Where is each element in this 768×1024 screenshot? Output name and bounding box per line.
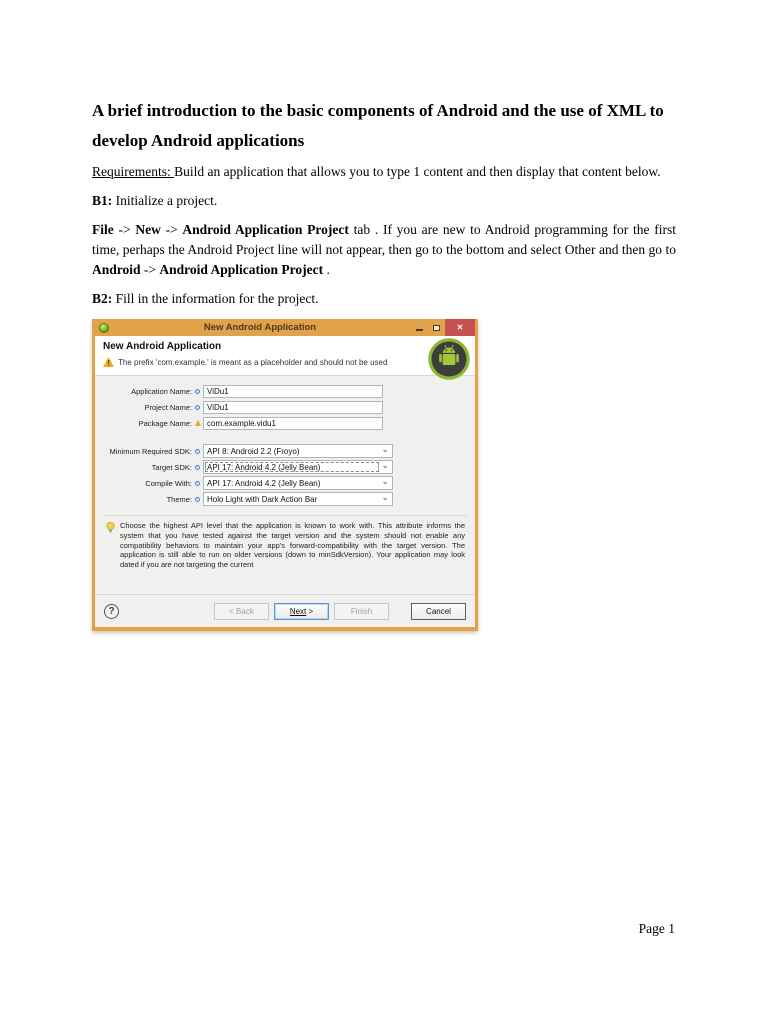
new-android-application-dialog	[92, 319, 478, 631]
close-button[interactable]	[445, 319, 475, 336]
requirements-label: Requirements:	[92, 164, 175, 179]
info-decorator-icon	[194, 465, 201, 470]
project-name-label: Project Name:	[144, 402, 192, 412]
theme-label: Theme:	[166, 494, 192, 504]
document-content	[92, 96, 676, 631]
application-name-input[interactable]	[203, 385, 383, 398]
compile-with-row	[95, 476, 475, 490]
wizard-form	[95, 376, 475, 506]
page-title: A brief introduction to the basic components of Android and the use of XML to develop Android applications	[92, 101, 664, 150]
page-number: Page 1	[638, 921, 675, 936]
help-button[interactable]: ?	[104, 604, 119, 619]
target-sdk-dropdown[interactable]	[203, 460, 393, 474]
cancel-button[interactable]: Cancel	[411, 603, 466, 620]
step-b2-text: Fill in the information for the project.	[112, 291, 319, 306]
step-b1-label: B1:	[92, 193, 113, 208]
chevron-down-icon: ⌄	[381, 460, 389, 470]
target-sdk-row	[95, 460, 475, 474]
dialog-window-title: New Android Application	[203, 322, 317, 333]
minimum-sdk-value: API 8: Android 2.2 (Froyo)	[207, 446, 300, 456]
chevron-down-icon: ⌄	[381, 444, 389, 454]
info-decorator-icon	[194, 449, 201, 454]
project-name-row	[95, 400, 475, 414]
step-b2-paragraph	[92, 289, 676, 309]
wizard-buttons	[214, 603, 466, 620]
info-decorator-icon	[194, 497, 201, 502]
warning-text: The prefix 'com.example.' is meant as a placeholder and should not be used	[118, 357, 388, 367]
menu-path-android-app-project-2: Android Application Project	[159, 262, 324, 277]
close-icon: ✕	[456, 322, 464, 332]
dialog-button-bar	[95, 594, 475, 627]
minimize-icon	[416, 329, 423, 331]
warning-icon	[103, 357, 114, 367]
minimum-sdk-label: Minimum Required SDK:	[109, 446, 192, 456]
paragraph-text: .	[323, 262, 330, 277]
application-name-row	[95, 384, 475, 398]
wizard-page-title: New Android Application	[103, 341, 222, 352]
minimum-sdk-row	[95, 444, 475, 458]
compile-with-value: API 17: Android 4.2 (Jelly Bean)	[207, 478, 321, 488]
window-controls	[411, 319, 475, 336]
warning-decorator-icon	[194, 420, 201, 426]
back-button[interactable]: < Back	[214, 603, 269, 620]
maximize-button[interactable]	[428, 319, 445, 336]
chevron-down-icon: ⌄	[381, 492, 389, 502]
warning-message-row	[103, 357, 467, 367]
android-robot-icon	[428, 338, 470, 380]
arrow-text: ->	[140, 262, 160, 277]
dialog-header	[95, 336, 475, 376]
arrow-text: ->	[113, 222, 136, 237]
sdk-help-text: Choose the highest API level that the application is known to work with. This attribute informs the system that you have tested against the target version and the system should not enable any compatibility behaviors to maintain your app's forward-compatibility with the target version. The application is still able to run on older versions (down to minSdkVersion). Your application may look dated if you are not targeting the current	[120, 521, 465, 569]
maximize-icon	[433, 325, 440, 331]
requirements-paragraph	[92, 162, 676, 182]
theme-value: Holo Light with Dark Action Bar	[207, 494, 318, 504]
chevron-down-icon: ⌄	[381, 476, 389, 486]
application-name-label: Application Name:	[131, 386, 192, 396]
finish-button[interactable]: Finish	[334, 603, 389, 620]
info-decorator-icon	[194, 405, 201, 410]
menu-path-android-app-project: Android Application Project	[182, 222, 349, 237]
theme-dropdown[interactable]	[203, 492, 393, 506]
minimum-sdk-dropdown[interactable]	[203, 444, 393, 458]
info-decorator-icon	[194, 481, 201, 486]
project-name-input[interactable]	[203, 401, 383, 414]
minimize-button[interactable]	[411, 319, 428, 336]
compile-with-label: Compile With:	[145, 478, 192, 488]
requirements-text: Build an application that allows you to type 1 content and then display that content below.	[174, 164, 661, 179]
menu-path-android: Android	[92, 262, 141, 277]
wizard-window-icon	[99, 323, 109, 333]
step-b1-paragraph	[92, 191, 676, 211]
step-b2-label: B2:	[92, 291, 113, 306]
sdk-help-block	[95, 516, 475, 570]
lightbulb-icon	[106, 522, 115, 534]
info-decorator-icon	[194, 389, 201, 394]
theme-row	[95, 492, 475, 506]
paragraph-text: tab . If you are new to Android programming for the first time, perhaps the Android Project line will not appear, then go to the bottom and select Other and then go to	[92, 222, 676, 257]
file-menu-paragraph	[92, 220, 676, 280]
menu-path-file: File	[92, 222, 114, 237]
package-name-row	[95, 416, 475, 430]
target-sdk-label: Target SDK:	[151, 462, 192, 472]
compile-with-dropdown[interactable]	[203, 476, 393, 490]
next-button[interactable]: Next >	[274, 603, 329, 620]
target-sdk-value: API 17: Android 4.2 (Jelly Bean)	[207, 462, 321, 472]
package-name-label: Package Name:	[138, 418, 192, 428]
step-b1-text: Initialize a project.	[112, 193, 218, 208]
dialog-titlebar[interactable]	[95, 319, 475, 336]
arrow-text: ->	[160, 222, 183, 237]
menu-path-new: New	[135, 222, 161, 237]
package-name-input[interactable]	[203, 417, 383, 430]
